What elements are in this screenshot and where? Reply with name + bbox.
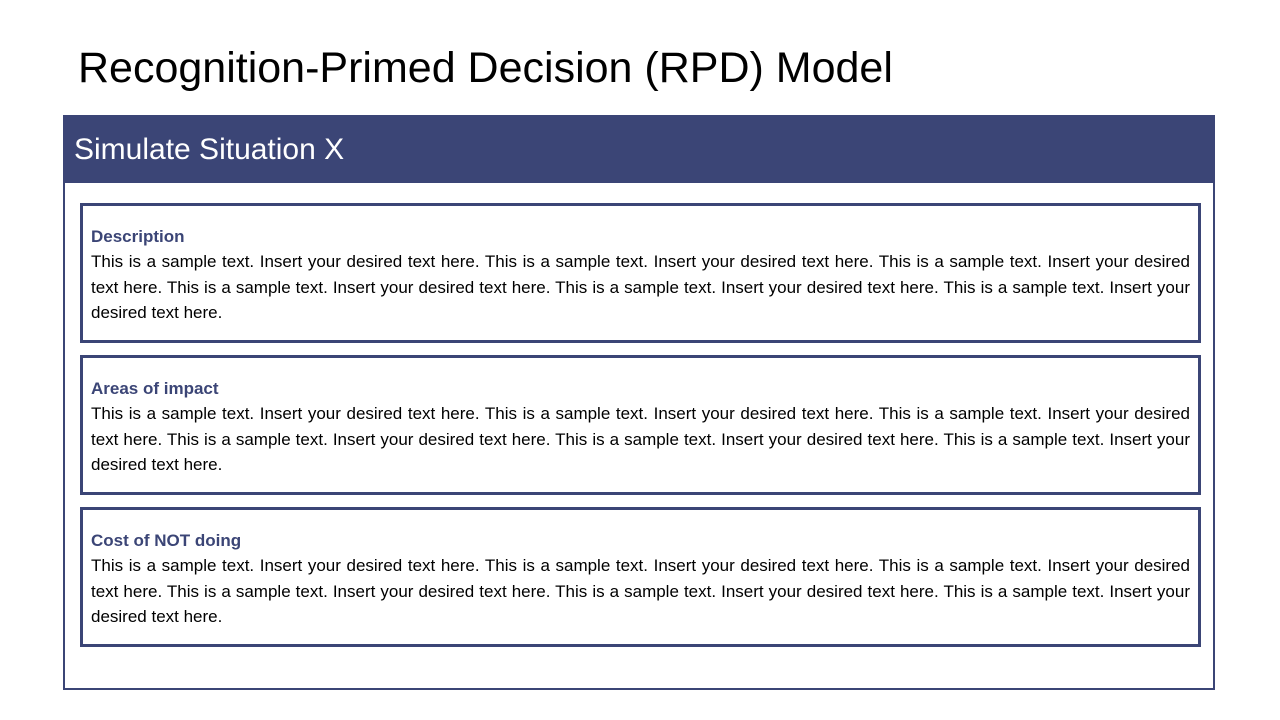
panel-header-title: Simulate Situation X (74, 133, 345, 166)
cost-of-not-doing-body: This is a sample text. Insert your desired text here. This is a sample text. Insert your desired text here. This is a sample text. Insert your desired text here. This is a sample text. Insert your desired text here. This is a sample text. Insert your desired text here. This is a sample text. Insert your desired text here. (91, 556, 1190, 626)
panel-header (65, 117, 1213, 183)
situation-panel (63, 115, 1215, 690)
slide-title: Recognition-Primed Decision (RPD) Model (78, 44, 893, 92)
cost-of-not-doing-heading: Cost of NOT doing (91, 531, 242, 550)
areas-of-impact-card (80, 355, 1201, 495)
description-heading: Description (91, 227, 185, 246)
areas-of-impact-body: This is a sample text. Insert your desired text here. This is a sample text. Insert your desired text here. This is a sample text. Insert your desired text here. This is a sample text. Insert your desired text here. This is a sample text. Insert your desired text here. This is a sample text. Insert your desired text here. (91, 404, 1190, 474)
description-body: This is a sample text. Insert your desired text here. This is a sample text. Insert your desired text here. This is a sample text. Insert your desired text here. This is a sample text. Insert your desired text here. This is a sample text. Insert your desired text here. This is a sample text. Insert your desired text here. (91, 252, 1190, 322)
cost-of-not-doing-card (80, 507, 1201, 647)
areas-of-impact-heading: Areas of impact (91, 379, 219, 398)
description-card (80, 203, 1201, 343)
